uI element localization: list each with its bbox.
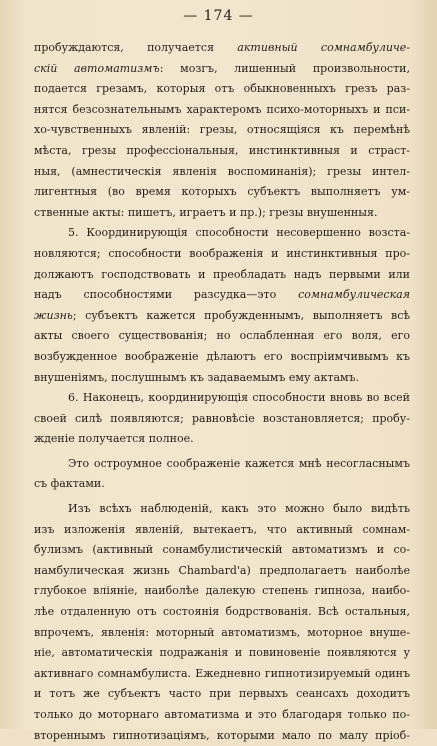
text-line <box>34 664 410 685</box>
text-line <box>34 326 410 347</box>
text-line <box>34 705 410 726</box>
text-segment: и тотъ же субъектъ часто при первыхъ сеансахъ доходитъ <box>34 687 410 701</box>
text-segment: глубокое вліяніе, наиболѣе далекую степень гипноза, наибо- <box>34 584 410 598</box>
text-segment: внушеніямъ, послушнымъ къ задаваемымъ ему актамъ. <box>34 370 360 384</box>
text-line <box>34 223 410 244</box>
text-segment: жденіе получается полное. <box>34 432 194 446</box>
text-line <box>34 203 410 224</box>
text-segment: активнаго сомнамбулиста. Ежедневно гипнотизируемый одинъ <box>34 666 410 680</box>
text-line <box>34 285 410 306</box>
text-line <box>34 244 410 265</box>
text-segment: надъ способностями разсудка—это <box>34 288 299 302</box>
text-line <box>34 684 410 705</box>
text-segment: должаютъ господствовать и преобладать надъ первыми или <box>34 267 410 281</box>
italic-text: сомнамбулическая <box>298 288 410 302</box>
text-segment: нятся безсознательнымъ характеромъ психо-моторныхъ и пси- <box>34 102 410 116</box>
text-segment: ; субъектъ кажется пробужденнымъ, выполняетъ всѣ <box>72 308 410 322</box>
text-segment: втореннымъ гипнотизаціямъ, которыми мало по малу пріоб- <box>34 728 410 742</box>
text-line <box>34 100 410 121</box>
text-line <box>34 141 410 162</box>
text-segment: мѣста, грезы профессіональныя, инстинктивныя и страст- <box>34 143 410 157</box>
text-line <box>34 368 410 389</box>
text-line <box>34 182 410 203</box>
text-segment: пробуждаются, получается <box>34 41 238 54</box>
text-segment: изъ изложенія явленій, вытекаетъ, что активный сомнам- <box>34 522 410 536</box>
text-segment: ніе, автоматическія подражанія и повиновеніе появляются у <box>34 646 410 660</box>
text-line <box>34 540 410 561</box>
text-segment: возбужденное воображеніе дѣлаютъ его воспріимчивымъ къ <box>34 349 410 363</box>
text-segment: своей силѣ появляются; равновѣсіе возстановляется; пробу- <box>34 411 410 425</box>
text-segment: съ фактами. <box>34 477 105 491</box>
text-segment: лигентныя (во время которыхъ субъектъ выполняетъ ум- <box>34 185 410 199</box>
text-line <box>34 602 410 623</box>
text-line <box>34 429 410 450</box>
text-segment: только до моторнаго автоматизма и это благодаря только по- <box>34 708 410 721</box>
text-line <box>34 347 410 368</box>
text-segment: Изъ всѣхъ наблюденій, какъ это можно было видѣть <box>68 502 410 516</box>
text-line <box>34 306 410 327</box>
text-segment: подается грезамъ, которыя отъ обыкновенныхъ грезъ раз- <box>34 82 410 96</box>
text-segment: лѣе отдаленную отъ состоянія бодрствованія. Всѣ остальныя, <box>34 605 410 619</box>
text-line <box>34 499 410 520</box>
text-segment: Это остроумное соображеніе кажется мнѣ несогласнымъ <box>68 456 410 470</box>
text-line <box>34 561 410 582</box>
text-line <box>34 409 410 430</box>
text-segment: намбулическая жизнь Chambard'a) предполагаетъ наиболѣе <box>34 563 410 577</box>
text-segment: ныя, (амнестическія явленія воспоминанія); грезы интел- <box>34 164 410 178</box>
body-text <box>34 38 410 746</box>
text-line <box>34 265 410 286</box>
text-line <box>34 474 410 495</box>
text-line <box>34 520 410 541</box>
text-line <box>34 59 410 80</box>
text-segment: 5. Координирующія способности несовершенно возста- <box>68 226 410 240</box>
italic-text: скій автоматизмъ <box>34 61 160 75</box>
text-line <box>34 38 410 59</box>
text-segment: : мозгъ, лишенный произвольности, <box>159 61 410 75</box>
text-segment: ственные акты: пишетъ, играетъ и пр.); грезы внушенныя. <box>34 205 378 219</box>
text-line <box>34 643 410 664</box>
text-line <box>34 120 410 141</box>
text-segment: новляются; способности воображенія и инстинктивныя про- <box>34 246 410 260</box>
text-line <box>34 79 410 100</box>
text-segment: булизмъ (активный сонамбулистическій автоматизмъ и со- <box>34 543 410 557</box>
text-line <box>34 623 410 644</box>
text-line <box>34 388 410 409</box>
page-number: — 174 — <box>183 8 254 24</box>
text-line <box>34 454 410 475</box>
text-segment: акты своего существованія; но ослабленная его воля, его <box>34 329 410 343</box>
text-segment: 6. Наконецъ, координирующія способности вновь во всей <box>68 391 410 405</box>
italic-text: жизнь <box>34 308 73 322</box>
text-segment: впрочемъ, явленія: моторный автоматизмъ, моторное внуше- <box>34 625 410 639</box>
italic-text: активный сомнамбуличе- <box>237 41 410 54</box>
text-line <box>34 162 410 183</box>
text-segment: хо-чувственныхъ явленій: грезы, относящіяся къ перемѣнѣ <box>34 123 410 137</box>
text-line <box>34 581 410 602</box>
